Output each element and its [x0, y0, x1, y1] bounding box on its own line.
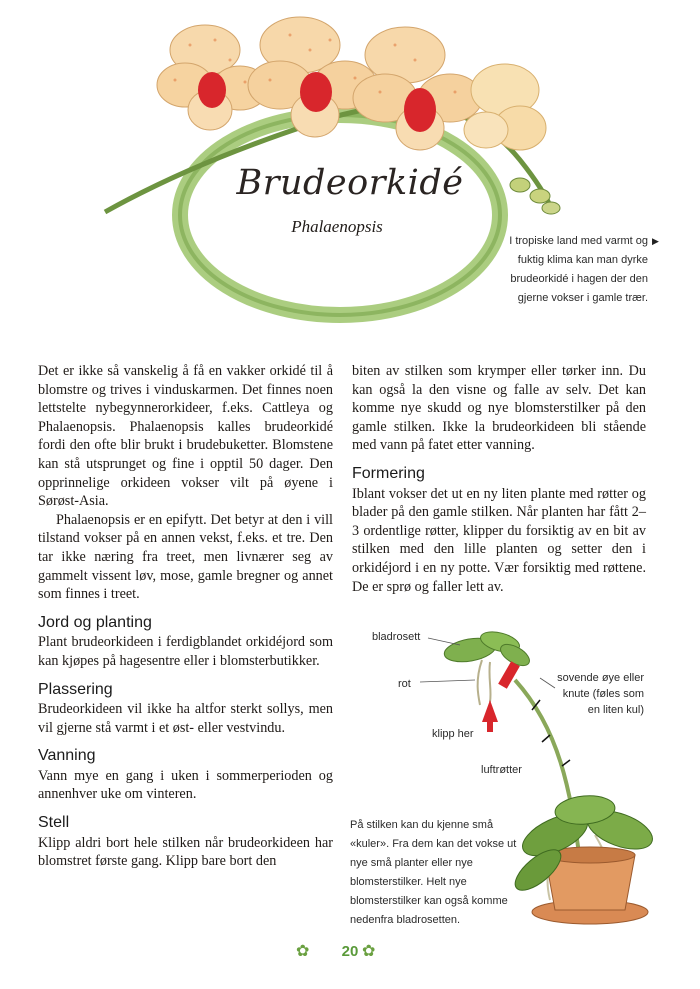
label-klipp-her: klipp her — [432, 728, 474, 740]
intro-paragraph-2: Phalaenopsis er en epifytt. Det betyr at den i vill tilstand vokser på en annen vekst, f.eks. et tre. Den tar ikke næring fra treet, men livnærer seg av gammelt vissent løv, mose, gamle bregner og annet som finnes i treet. — [38, 511, 333, 603]
left-column — [38, 362, 333, 871]
section-text-stell: Klipp aldri bort hele stilken når brudeorkideen har blomstret første gang. Klipp bare bort den — [38, 834, 333, 870]
section-text-plassering: Brudeorkideen vil ikke ha altfor sterkt sollys, men vil gjerne stå varmt i et øst- eller vestvindu. — [38, 701, 333, 736]
label-sovende-oye: sovende øye eller knute (føles som en liten kul) — [557, 672, 644, 716]
section-text-formering: Iblant vokser det ut en ny liten plante med røtter og blader på den gamle stilken. Når planten har fått 2–3 ordentlige røtter, klipper du forsiktig av en bit av stilken med den lille planten og setter den i orkidéjord i en ny potte. Vær forsiktig med røttene. De er sprø og faller lett av. — [352, 485, 646, 595]
triangle-right-icon: ▶ — [652, 236, 659, 246]
section-heading-stell: Stell — [38, 814, 70, 832]
page-subtitle: Phalaenopsis — [291, 217, 383, 236]
flower-ornament-icon: ✿ — [296, 943, 310, 960]
continued-paragraph: biten av stilken som krymper eller tørker inn. Du kan også la den visne og falle av selv. Det kan komme nye skudd og nye blomsterstilker på den gamle stilken. Ikke la brudeorkideen bli stående med vann på fatet etter vanning. — [352, 363, 646, 454]
label-rot: rot — [398, 678, 411, 690]
section-heading-vanning: Vanning — [38, 747, 96, 765]
label-luftrotter: luftrøtter — [481, 764, 522, 776]
section-heading-plassering: Plassering — [38, 680, 113, 698]
illustration-caption: På stilken kan du kjenne små «kuler». Fra dem kan det vokse ut nye små planter eller nye blomsterstilker. Helt nye blomsterstilker kan også komme nedenfra bladrosetten. — [350, 819, 517, 926]
section-text-jord: Plant brudeorkideen i ferdigblandet orkidéjord som kan kjøpes på hagesentre eller i blomsterbutikker. — [38, 634, 333, 669]
right-column — [352, 362, 646, 596]
page-title: Brudeorkidé — [236, 163, 464, 203]
flower-ornament-icon: ✿ — [362, 943, 376, 960]
section-heading-formering: Formering — [352, 464, 425, 482]
header-caption: I tropiske land med varmt og fuktig klima kan man dyrke brudeorkidé i hagen der den gjerne vokser i gamle trær. — [509, 235, 648, 304]
label-bladrosett: bladrosett — [372, 631, 421, 643]
intro-paragraph-1: Det er ikke så vanskelig å få en vakker orkidé til å blomstre og trives i vinduskarmen. Det finnes noen lettstelte nybegynnerorkideer, f.eks. Cattleya og Phalaenopsis. Phalaenopsis kalles brudeorkidé fordi den ofte blir brukt i brudebuketter. Blomstene kan stå utsprunget og fine i opptil 50 dager. Den opprinnelige orkideen vokser vilt på øyene i Sørøst-Asia. — [38, 363, 333, 510]
page-number: 20 — [341, 943, 359, 960]
section-heading-jord: Jord og planting — [38, 613, 152, 631]
section-text-vanning: Vann mye en gang i uken i sommerperioden og annenhver uke om vinteren. — [38, 767, 333, 803]
